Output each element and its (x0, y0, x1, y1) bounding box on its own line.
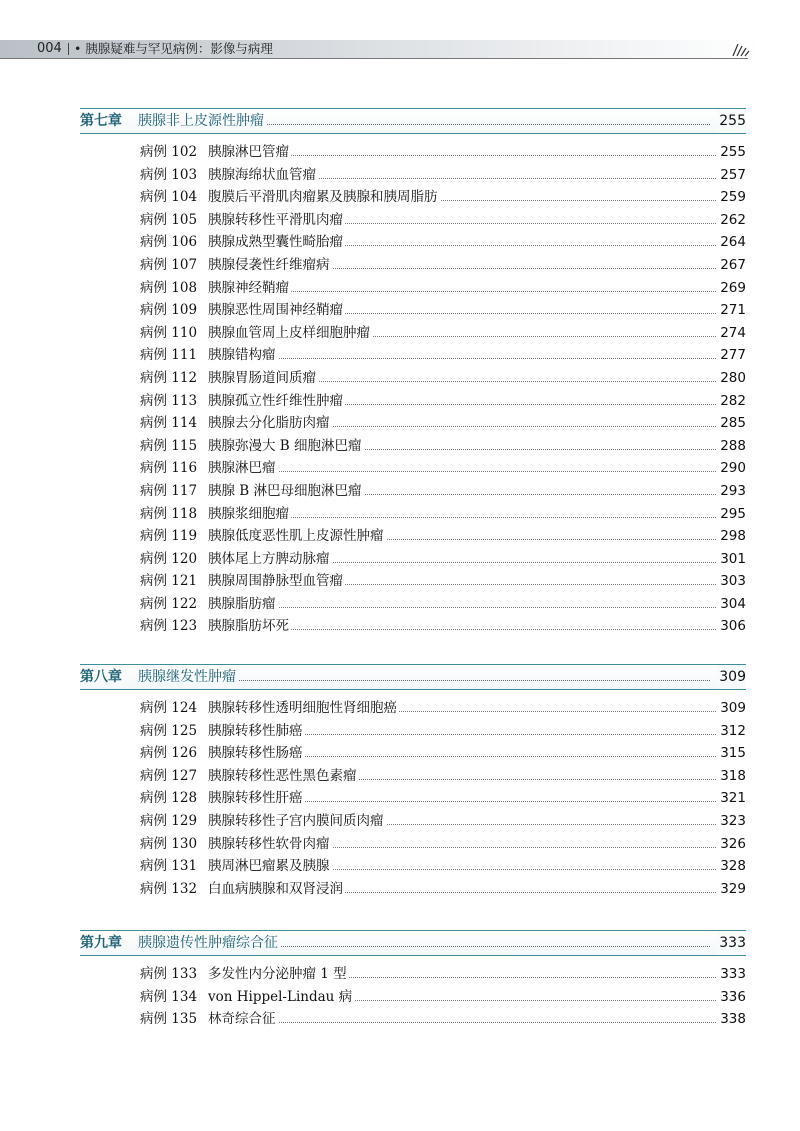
toc-entry[interactable] (140, 322, 746, 345)
case-title: 多发性内分泌肿瘤 1 型 (208, 963, 349, 986)
case-title: 胰腺转移性恶性黑色素瘤 (208, 765, 359, 788)
case-number: 病例 130 (140, 835, 198, 852)
case-number: 病例 116 (140, 460, 198, 477)
case-page-number: 255 (718, 141, 746, 164)
case-title: 胰腺转移性软骨肉瘤 (208, 833, 332, 856)
running-title: • 胰腺疑难与罕见病例：影像与病理 (74, 41, 273, 56)
case-title: 胰腺去分化脂肪肉瘤 (208, 412, 332, 435)
case-page-number: 282 (718, 390, 746, 413)
toc-entry[interactable] (140, 548, 746, 571)
case-page-number: 293 (718, 480, 746, 503)
case-title: 胰腺转移性透明细胞性肾细胞癌 (208, 697, 399, 720)
toc-entry[interactable] (140, 810, 746, 833)
leader-dots (210, 471, 716, 472)
case-title: 胰腺浆细胞瘤 (208, 503, 291, 526)
case-title: 胰腺侵袭性纤维瘤病 (208, 254, 332, 277)
case-number: 病例 126 (140, 745, 198, 762)
case-number: 病例 108 (140, 279, 198, 296)
case-number: 病例 112 (140, 369, 198, 386)
case-page-number: 303 (718, 570, 746, 593)
leader-dots (210, 607, 716, 608)
case-number: 病例 109 (140, 302, 198, 319)
chapter-section (80, 108, 746, 638)
case-page-number: 264 (718, 231, 746, 254)
toc-entry[interactable] (140, 457, 746, 480)
case-title: 胰腺错构瘤 (208, 344, 278, 367)
case-page-number: 321 (718, 787, 746, 810)
case-title: 胰腺淋巴瘤 (208, 457, 278, 480)
toc-entry[interactable] (140, 412, 746, 435)
chapter-label: 第九章 (80, 935, 122, 951)
case-page-number: 309 (718, 697, 746, 720)
case-title: 胰腺转移性子宫内膜间质肉瘤 (208, 810, 386, 833)
case-number: 病例 120 (140, 550, 198, 567)
case-title: 林奇综合征 (208, 1008, 278, 1031)
case-number: 病例 104 (140, 189, 198, 206)
case-number: 病例 115 (140, 437, 198, 454)
case-number: 病例 106 (140, 234, 198, 251)
case-title: 胰腺脂肪坏死 (208, 615, 291, 638)
case-number: 病例 107 (140, 256, 198, 273)
leader-dots (210, 1022, 716, 1023)
case-title: 胰腺周围静脉型血管瘤 (208, 570, 345, 593)
case-page-number: 257 (718, 164, 746, 187)
chapter-label: 第七章 (80, 113, 122, 129)
case-page-number: 329 (718, 878, 746, 901)
chapter-heading[interactable] (80, 108, 746, 134)
chapter-title: 胰腺继发性肿瘤 (138, 665, 238, 689)
case-page-number: 262 (718, 209, 746, 232)
case-number: 病例 134 (140, 988, 198, 1005)
case-page-number: 271 (718, 299, 746, 322)
case-number: 病例 111 (140, 347, 198, 364)
case-title: 胰腺脂肪瘤 (208, 593, 278, 616)
case-title: 腹膜后平滑肌肉瘤累及胰腺和胰周脂肪 (208, 186, 440, 209)
case-page-number: 285 (718, 412, 746, 435)
case-title: 胰腺神经鞘瘤 (208, 277, 291, 300)
case-number: 病例 122 (140, 595, 198, 612)
chapter-page-number: 333 (717, 931, 746, 955)
case-page-number: 298 (718, 525, 746, 548)
case-title: 胰腺胃肠道间质瘤 (208, 367, 318, 390)
case-page-number: 288 (718, 435, 746, 458)
case-title: 胰腺血管周上皮样细胞肿瘤 (208, 322, 372, 345)
case-page-number: 304 (718, 593, 746, 616)
case-page-number: 323 (718, 810, 746, 833)
case-title: 胰腺海绵状血管瘤 (208, 164, 318, 187)
toc-entry[interactable] (140, 855, 746, 878)
toc-entry[interactable] (140, 435, 746, 458)
case-title: 胰腺低度恶性肌上皮源性肿瘤 (208, 525, 386, 548)
case-page-number: 274 (718, 322, 746, 345)
header-separator (68, 43, 69, 55)
chapter-section (80, 930, 746, 1031)
case-page-number: 306 (718, 615, 746, 638)
toc-entry[interactable] (140, 986, 746, 1009)
page-header (0, 0, 800, 66)
case-number: 病例 118 (140, 505, 198, 522)
case-page-number: 301 (718, 548, 746, 571)
case-list (80, 697, 746, 900)
case-page-number: 326 (718, 833, 746, 856)
case-title: 白血病胰腺和双肾浸润 (208, 878, 345, 901)
toc-entry[interactable] (140, 164, 746, 187)
case-number: 病例 124 (140, 700, 198, 716)
toc-entry[interactable] (140, 141, 746, 164)
case-page-number: 259 (718, 186, 746, 209)
case-number: 病例 127 (140, 767, 198, 784)
toc-entry[interactable] (140, 697, 746, 720)
toc-entry[interactable] (140, 503, 746, 526)
toc-entry[interactable] (140, 186, 746, 209)
toc-entry[interactable] (140, 254, 746, 277)
case-page-number: 336 (718, 986, 746, 1009)
case-page-number: 312 (718, 720, 746, 743)
case-page-number: 290 (718, 457, 746, 480)
toc-entry[interactable] (140, 231, 746, 254)
toc-entry[interactable] (140, 593, 746, 616)
case-title: 胰腺转移性肠癌 (208, 742, 305, 765)
case-page-number: 267 (718, 254, 746, 277)
chapter-title: 胰腺遗传性肿瘤综合征 (138, 931, 280, 955)
chapter-page-number: 309 (717, 665, 746, 689)
page-number: 004 (37, 41, 62, 56)
toc-entry[interactable] (140, 480, 746, 503)
toc-entry[interactable] (140, 525, 746, 548)
case-title: 胰腺成熟型囊性畸胎瘤 (208, 231, 345, 254)
case-page-number: 277 (718, 344, 746, 367)
corner-ornament-icon (730, 41, 750, 57)
case-title: 胰腺转移性肺癌 (208, 720, 305, 743)
toc-entry[interactable] (140, 299, 746, 322)
toc-entry[interactable] (140, 963, 746, 986)
case-title: 胰体尾上方脾动脉瘤 (208, 548, 332, 571)
case-number: 病例 110 (140, 324, 198, 341)
case-title: 胰腺 B 淋巴母细胞淋巴瘤 (208, 480, 364, 503)
header-rule (0, 58, 748, 59)
toc-entry[interactable] (140, 344, 746, 367)
chapter-page-number: 255 (717, 109, 746, 133)
leader-dots (210, 358, 716, 359)
case-number: 病例 119 (140, 528, 198, 545)
case-number: 病例 114 (140, 415, 198, 432)
case-number: 病例 131 (140, 858, 198, 875)
toc-entry[interactable] (140, 765, 746, 788)
case-title: 胰腺恶性周围神经鞘瘤 (208, 299, 345, 322)
chapter-heading[interactable] (80, 664, 746, 690)
toc-entry[interactable] (140, 209, 746, 232)
case-number: 病例 102 (140, 144, 198, 160)
chapter-heading[interactable] (80, 930, 746, 956)
case-page-number: 333 (718, 963, 746, 986)
case-number: 病例 103 (140, 166, 198, 183)
case-number: 病例 128 (140, 790, 198, 807)
toc-entry[interactable] (140, 878, 746, 901)
case-number: 病例 132 (140, 880, 198, 897)
case-number: 病例 135 (140, 1011, 198, 1028)
case-number: 病例 123 (140, 618, 198, 635)
toc-entry[interactable] (140, 1008, 746, 1031)
case-number: 病例 105 (140, 211, 198, 228)
case-title: 胰腺转移性平滑肌肉瘤 (208, 209, 345, 232)
case-page-number: 269 (718, 277, 746, 300)
case-title: von Hippel-Lindau 病 (208, 986, 354, 1009)
case-list (80, 141, 746, 638)
toc-entry[interactable] (140, 615, 746, 638)
toc-entry[interactable] (140, 570, 746, 593)
case-page-number: 318 (718, 765, 746, 788)
toc-entry[interactable] (140, 277, 746, 300)
toc-entry[interactable] (140, 833, 746, 856)
toc-entry[interactable] (140, 720, 746, 743)
case-page-number: 315 (718, 742, 746, 765)
case-title: 胰周淋巴瘤累及胰腺 (208, 855, 332, 878)
chapter-label: 第八章 (80, 669, 122, 685)
case-title: 胰腺弥漫大 B 细胞淋巴瘤 (208, 435, 364, 458)
case-page-number: 338 (718, 1008, 746, 1031)
chapter-section (80, 664, 746, 900)
case-number: 病例 125 (140, 722, 198, 739)
case-number: 病例 117 (140, 482, 198, 499)
toc-entry[interactable] (140, 742, 746, 765)
case-page-number: 295 (718, 503, 746, 526)
toc-entry[interactable] (140, 787, 746, 810)
chapter-title: 胰腺非上皮源性肿瘤 (138, 109, 266, 133)
case-number: 病例 133 (140, 966, 198, 982)
case-title: 胰腺孤立性纤维性肿瘤 (208, 390, 345, 413)
case-number: 病例 129 (140, 812, 198, 829)
case-list (80, 963, 746, 1031)
case-number: 病例 121 (140, 573, 198, 590)
case-page-number: 280 (718, 367, 746, 390)
case-title: 胰腺淋巴管瘤 (208, 141, 291, 164)
case-page-number: 328 (718, 855, 746, 878)
toc-entry[interactable] (140, 367, 746, 390)
case-number: 病例 113 (140, 392, 198, 409)
toc-entry[interactable] (140, 390, 746, 413)
case-title: 胰腺转移性肝癌 (208, 787, 305, 810)
